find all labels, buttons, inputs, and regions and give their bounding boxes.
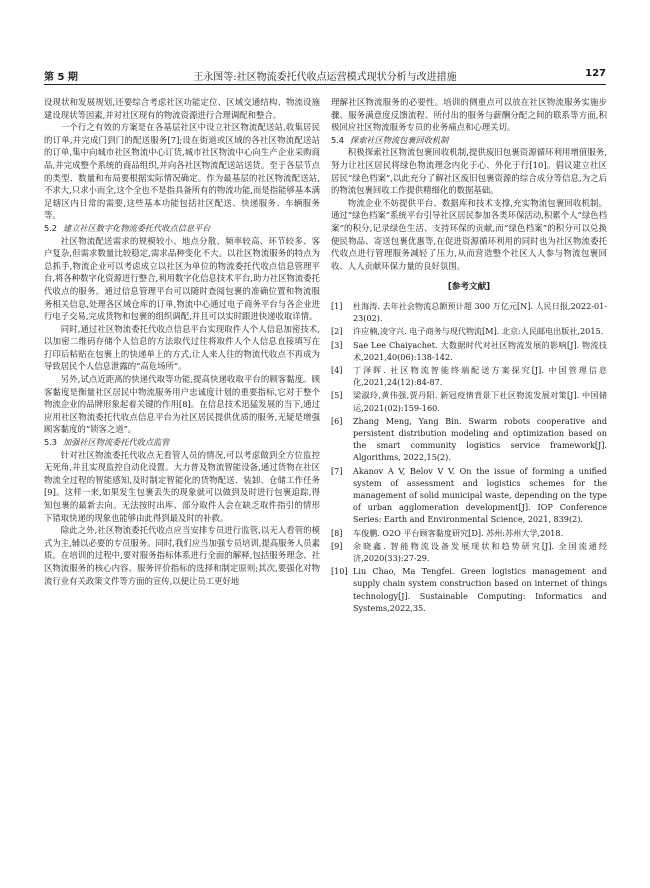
paragraph: 一个行之有效的方案是在各基层社区中设立社区物流配送站,收集居民的订单,并完成门到门的配送服务[7];设在街道或区域的各社区物流配送站的订单,集中向城市社区物流中心订货,城市社区物流中心向生产企业采购商品,并完成整个系统的商品组织,并向各社区物流配送站送货。至于各层节点的类型、数量和布局要根据实际情况确定。作为最基层的社区物流配送站,不求大,只求小而全,这个全也不是指具备所有的物流功能,而是指能够基本满足辖区内日常的需要,这些基本功能包括社区配送、快递服务、车辆服务等。 (44, 122, 320, 221)
section-title: 加强社区物流委托代收点监管 (63, 437, 170, 448)
paragraph: 社区物流配送需求的规模较小、地点分散、频率较高、环节较多、客户复杂,但需求数量比较稳定,需求品种变化不大。以社区物流服务的特点为总抓手,物流企业可以考虑成立以社区为单位的物流委托代收点信息管理平台,将各种数字化资源进行整合,利用数字化信息技术平台,助力社区物流委托代收点的服务。通过信息管理平台可以随时查阅包裹的准确位置和物流服务相关信息,处理各区域仓库的订单,物流中心通过电子商务平台与各企业进行电子交易,完成货物和包裹的组织调配,并且可以实时跟进快递收取详情。 (44, 235, 320, 322)
reference-item (331, 415, 607, 464)
reference-number: [7] (331, 465, 343, 476)
reference-item (331, 565, 607, 614)
reference-item (331, 325, 607, 337)
reference-number: [9] (331, 540, 343, 551)
reference-text: 梁淑玲,黄伟强,贾丹阳. 新冠疫情背景下社区物流发展对策[J]. 中国储运,2021(02):159-160. (353, 390, 607, 413)
section-heading-5-2 (44, 222, 320, 235)
reference-item (331, 389, 607, 413)
right-column (331, 96, 607, 615)
reference-list (331, 300, 607, 614)
paragraph: 设现状和发展规划,还要综合考虑社区功能定位、区域交通结构、物流设施建设现状等因素,并对社区现有的物流资源进行合理调配和整合。 (44, 97, 320, 120)
running-header (44, 68, 606, 85)
reference-text: Akanov A V, Belov V V. On the issue of forming a unified system of assessment and logistics schemes for the management of solid municipal waste, depending on the type of urban agglomeration development[J]. IOP Conference Series: Earth and Environmental Science, 2021, 839(2). (353, 465, 607, 525)
reference-number: [3] (331, 339, 343, 350)
section-heading-5-4 (331, 134, 607, 147)
reference-text: Zhang Meng, Yang Bin. Swarm robots cooperative and persistent distribution modeling and optimization based on the smart community logistics service framework[J]. Algorithms, 2022,15(2). (353, 415, 607, 463)
reference-item (331, 540, 607, 564)
left-column (44, 96, 320, 587)
reference-text: Sae Lee Chaiyachet. 大数据时代对社区物流发展的影响[J]. 物流技术,2021,40(06):138-142. (353, 339, 607, 362)
reference-item (331, 527, 607, 539)
section-heading-5-3 (44, 436, 320, 449)
running-title: 王永图等:社区物流委托代收点运营模式现状分析与改进措施 (193, 72, 457, 83)
page-number: 127 (585, 68, 606, 79)
section-title: 探索社区物流包裹回收机制 (350, 134, 449, 145)
reference-number: [8] (331, 527, 343, 538)
reference-item (331, 364, 607, 388)
reference-text: 许应楠,凌守兴. 电子商务与现代物流[M]. 北京:人民邮电出版社,2015. (353, 326, 604, 337)
reference-number: [2] (331, 326, 343, 337)
paragraph: 物流企业不妨提供平台、数据库和技术支撑,充实物流包裹回收机制。通过“绿色档案”系统平台引导社区居民参加各类环保活动,积累个人“绿色档案”的积分,记录绿色生活、支持环保的贡献,而“绿色档案”的积分可以兑换便民物品、寄送包裹优惠等,在促进资源循环利用的同时也为社区物流委托代收点进行管理服务减轻了压力,从而营造整个社区人人参与物流包裹回收、人人贡献环保力量的良好氛围。 (331, 197, 607, 271)
section-title: 建立社区数字化物流委托代收点信息平台 (63, 222, 211, 233)
reference-number: [4] (331, 364, 343, 375)
reference-number: [10] (331, 566, 348, 577)
paragraph: 理解社区物流服务的必要性。培训的侧重点可以放在社区物流服务实施步骤、服务满意度反馈流程、所付出的服务与薪酬分配之间的联系等方面,积极回应社区物流服务专员的业务痛点和心理关切。 (331, 97, 607, 133)
issue-number: 第 5 期 (44, 72, 78, 83)
section-number: 5.2 (44, 222, 58, 233)
section-number: 5.3 (44, 437, 58, 448)
paragraph: 同时,通过社区物流委托代收点信息平台实现取件人个人信息加密技术,以加密二维码存储个人信息的方法取代过往将取件人个人信息直接填写在打印后粘贴在包裹上的快递单上的方式,让人来人往的物流代收点不再成为导致居民个人信息泄露的“高危场所”。 (44, 323, 320, 372)
reference-number: [1] (331, 300, 343, 311)
reference-text: 车俊鹏. O2O 平台顾客黏度研究[D]. 苏州:苏州大学,2018. (353, 527, 564, 538)
reference-text: 余晓鑫. 智能物流设备发展现状和趋势研究[J]. 全国流通经济,2020(33):27-29. (353, 540, 607, 563)
references-heading: [参考文献] (447, 282, 491, 293)
paragraph: 针对社区物流委托代收点无看管人员的情况,可以考虑做到全方位监控无死角,并且实现监控自动化设置。大力普及物流智能设备,通过货物在社区物流全过程的智能感知,及时制定智能化的货物配送、装卸、仓储工作任务[9]。这样一来,如果发生包裹丢失的现象就可以做到及时进行包裹追踪,得知包裹的最新去向。无法按时出库、部分取件人会在缺乏取件指引的情形下错取快递的现象也能够由此得到最及时的补救。 (44, 449, 320, 523)
paragraph: 积极探索社区物流包裹回收机制,提供废旧包裹资源循环利用增值服务,努力让社区居民将绿色物流理念内化于心、外化于行[10]。倡议建立社区居民“绿色档案”,以此充分了解社区废旧包裹资源的综合成分等信息,为之后的物流包裹回收工作提供精细化的数据基础。 (331, 147, 607, 196)
reference-text: 丁泽晖. 社区物流智能终端配送方案探究[J]. 中国管理信息化,2021,24(12):84-87. (353, 364, 607, 388)
reference-text: 杜海涛. 去年社会物流总额预计超 300 万亿元[N]. 人民日报,2022-01-23(02). (353, 300, 607, 324)
paragraph: 另外,试点近距离的快递代取等功能,提高快递收取平台的顾客黏度。顾客黏度是衡量社区居民中物流服务用户忠诚度计划的重要指标,它对于整个物流企业的品牌形象起着关键的作用[8]。在信息技术迅猛发展的当下,通过应用社区物流委托代收点信息平台为社区居民提供优质的服务,无疑是增强顾客黏度的“锁客之道”。 (44, 374, 320, 435)
paragraph: 除此之外,社区物流委托代收点应当安排专员进行监管,以无人看管的模式为主,辅以必要的专员服务。同时,我们应当加强专员培训,提高服务人员素质。在培训的过程中,要对服务指标体系进行全面的解释,包括服务理念、社区物流服务的核心内容、服务评价指标的选择和制定原则;其次,要强化对物流行业有关政策文件等方面的宣传,以便让员工更好地 (44, 525, 320, 586)
reference-text: Liu Chao, Ma Tengfei. Green logistics management and supply chain system construction based on internet of things technology[J]. Sustainable Computing: Informatics and Systems,2022,35. (353, 566, 607, 613)
reference-number: [5] (331, 390, 343, 401)
reference-item (331, 465, 607, 526)
reference-item (331, 339, 607, 363)
section-number: 5.4 (331, 134, 345, 145)
reference-item (331, 300, 607, 324)
reference-number: [6] (331, 415, 343, 426)
